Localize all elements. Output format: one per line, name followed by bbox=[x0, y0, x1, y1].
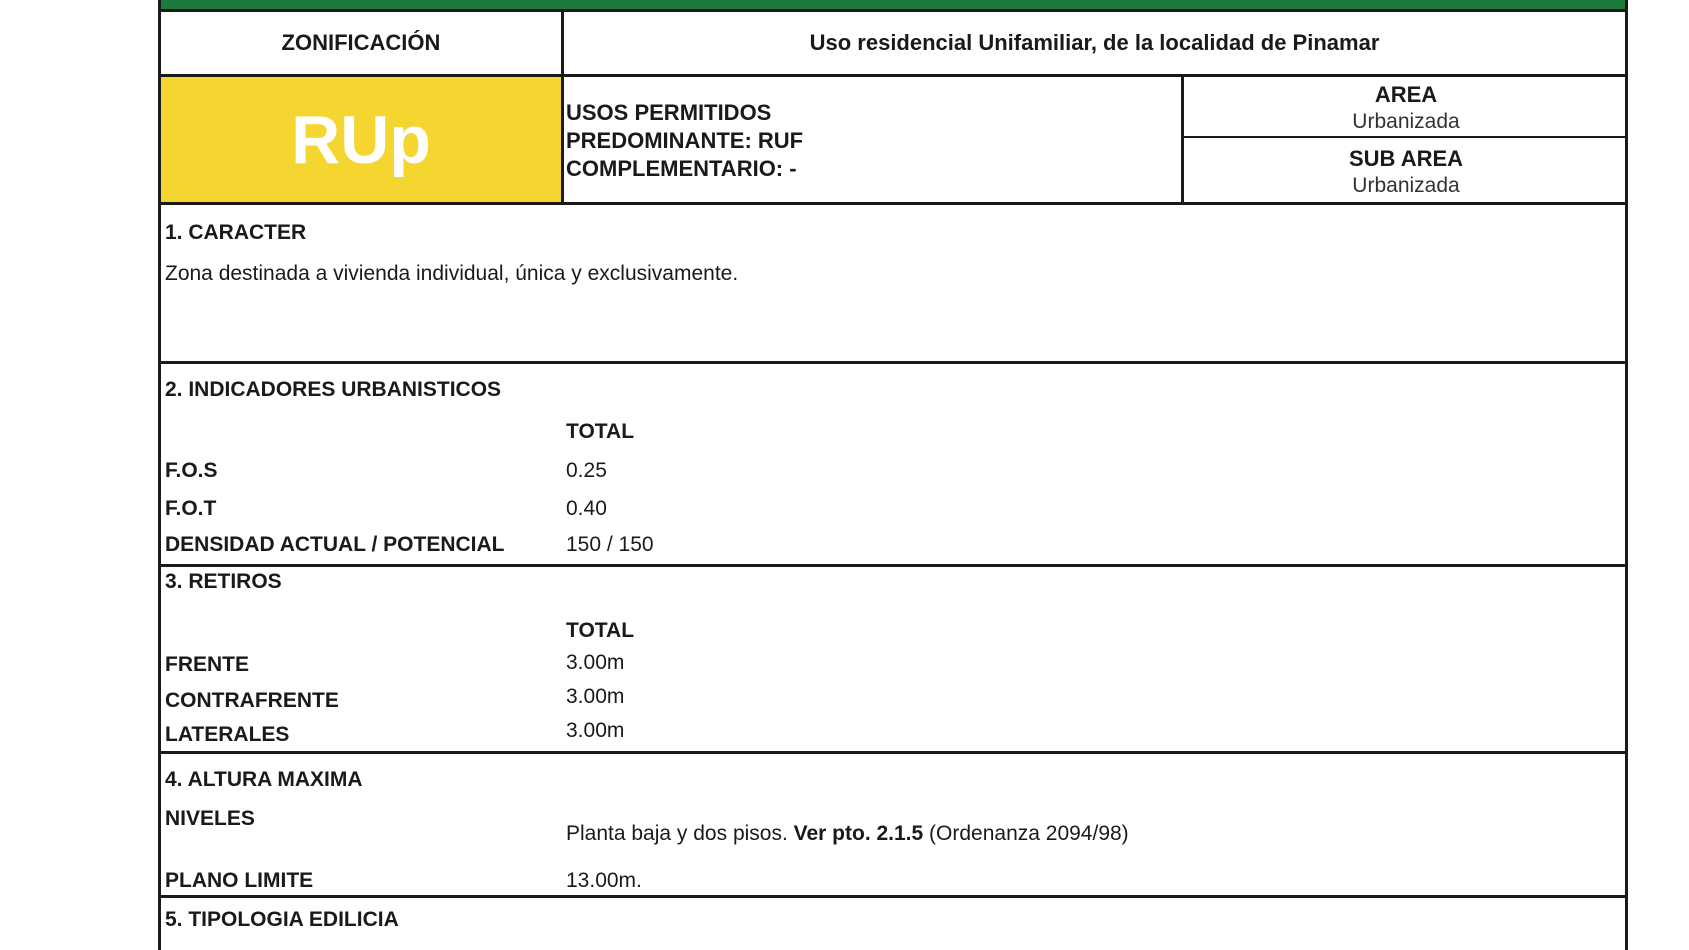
divider bbox=[161, 895, 1625, 898]
niveles-value bbox=[566, 822, 1129, 846]
zoning-sheet bbox=[158, 0, 1628, 950]
laterales-value: 3.00m bbox=[566, 719, 625, 742]
caracter-title: 1. CARACTER bbox=[165, 221, 307, 244]
niveles-text: Planta baja y dos pisos. bbox=[566, 822, 794, 845]
frente-value: 3.00m bbox=[566, 651, 625, 674]
divider bbox=[161, 751, 1625, 754]
usos-predominante: PREDOMINANTE: RUF bbox=[566, 128, 804, 153]
retiros-title: 3. RETIROS bbox=[165, 570, 282, 593]
altura-title: 4. ALTURA MAXIMA bbox=[165, 768, 363, 791]
fos-value: 0.25 bbox=[566, 459, 607, 482]
contrafrente-value: 3.00m bbox=[566, 685, 625, 708]
divider bbox=[161, 564, 1625, 567]
retiros-column-header: TOTAL bbox=[566, 619, 635, 642]
divider bbox=[161, 361, 1625, 364]
header-accent-bar bbox=[161, 0, 1625, 12]
laterales-label: LATERALES bbox=[165, 723, 290, 746]
frente-label: FRENTE bbox=[165, 653, 249, 676]
subarea-label: SUB AREA bbox=[1348, 146, 1464, 171]
niveles-ordinance: (Ordenanza 2094/98) bbox=[923, 822, 1129, 845]
contrafrente-label: CONTRAFRENTE bbox=[165, 689, 339, 712]
indicadores-column-header: TOTAL bbox=[566, 420, 635, 443]
tipologia-title: 5. TIPOLOGIA EDILICIA bbox=[165, 908, 399, 931]
usos-complementario: COMPLEMENTARIO: - bbox=[566, 156, 797, 181]
indicadores-title: 2. INDICADORES URBANISTICOS bbox=[165, 378, 502, 401]
niveles-reference: Ver pto. 2.1.5 bbox=[793, 822, 924, 845]
caracter-text: Zona destinada a vivienda individual, única y exclusivamente. bbox=[165, 262, 739, 285]
zonificacion-label: ZONIFICACIÓN bbox=[281, 30, 441, 55]
divider bbox=[161, 202, 1625, 205]
subarea-value: Urbanizada bbox=[1352, 174, 1460, 197]
usos-permitidos-label: USOS PERMITIDOS bbox=[566, 100, 772, 125]
zone-code: RUp bbox=[291, 102, 431, 178]
fot-label: F.O.T bbox=[165, 497, 217, 520]
fos-label: F.O.S bbox=[165, 459, 218, 482]
densidad-label: DENSIDAD ACTUAL / POTENCIAL bbox=[165, 533, 505, 556]
divider bbox=[1184, 136, 1625, 138]
area-value: Urbanizada bbox=[1352, 110, 1460, 133]
densidad-value: 150 / 150 bbox=[566, 533, 654, 556]
fot-value: 0.40 bbox=[566, 497, 607, 520]
niveles-label: NIVELES bbox=[165, 807, 255, 830]
zonificacion-description: Uso residencial Unifamiliar, de la localidad de Pinamar bbox=[809, 30, 1380, 55]
area-label: AREA bbox=[1374, 82, 1438, 107]
plano-limite-value: 13.00m. bbox=[566, 869, 642, 892]
plano-limite-label: PLANO LIMITE bbox=[165, 869, 314, 892]
